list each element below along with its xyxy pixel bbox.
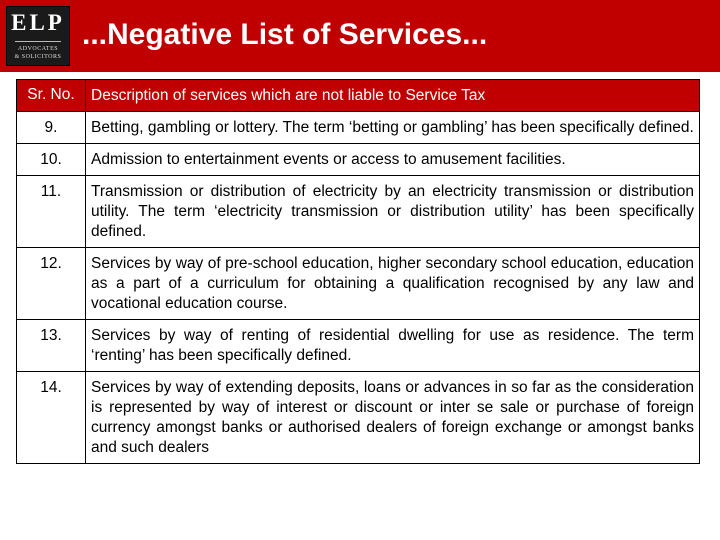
row-sr-no: 9. [17,112,86,144]
header-description: Description of services which are not liable to Service Tax [86,80,700,112]
table-header-row [17,80,700,112]
table-row [17,248,700,320]
slide-title: ...Negative List of Services... [82,18,488,51]
row-description: Betting, gambling or lottery. The term ‘betting or gambling’ has been specifically defined. [86,112,700,144]
header-sr-no: Sr. No. [17,80,86,112]
title-banner [0,0,720,72]
row-sr-no: 12. [17,248,86,320]
logo-divider [15,41,61,42]
table-row [17,176,700,248]
row-description: Services by way of renting of residential dwelling for use as residence. The term ‘renting’ has been specifically defined. [86,320,700,372]
row-sr-no: 10. [17,144,86,176]
table-row [17,112,700,144]
row-sr-no: 13. [17,320,86,372]
logo-mark: ELP [11,10,65,35]
table-row [17,144,700,176]
row-description: Admission to entertainment events or access to amusement facilities. [86,144,700,176]
row-sr-no: 14. [17,372,86,464]
row-description: Transmission or distribution of electricity by an electricity transmission or distribution utility. The term ‘electricity transmission or distribution utility’ has been specifically defined. [86,176,700,248]
negative-list-table [16,79,700,464]
logo-subtitle-line2: & SOLICITORS [14,54,62,60]
table-row [17,372,700,464]
row-description: Services by way of extending deposits, loans or advances in so far as the consideration is represented by way of interest or discount or inter se sale or purchase of foreign currency amongst banks or authorised dealers of foreign exchange or amongst banks and such dealers [86,372,700,464]
logo-subtitle-line1: ADVOCATES [17,46,59,52]
row-sr-no: 11. [17,176,86,248]
logo-subtitle [7,45,69,61]
table-row [17,320,700,372]
elp-logo [6,6,70,66]
row-description: Services by way of pre-school education, higher secondary school education, education as a part of a curriculum for obtaining a qualification recognised by any law and vocational education course. [86,248,700,320]
